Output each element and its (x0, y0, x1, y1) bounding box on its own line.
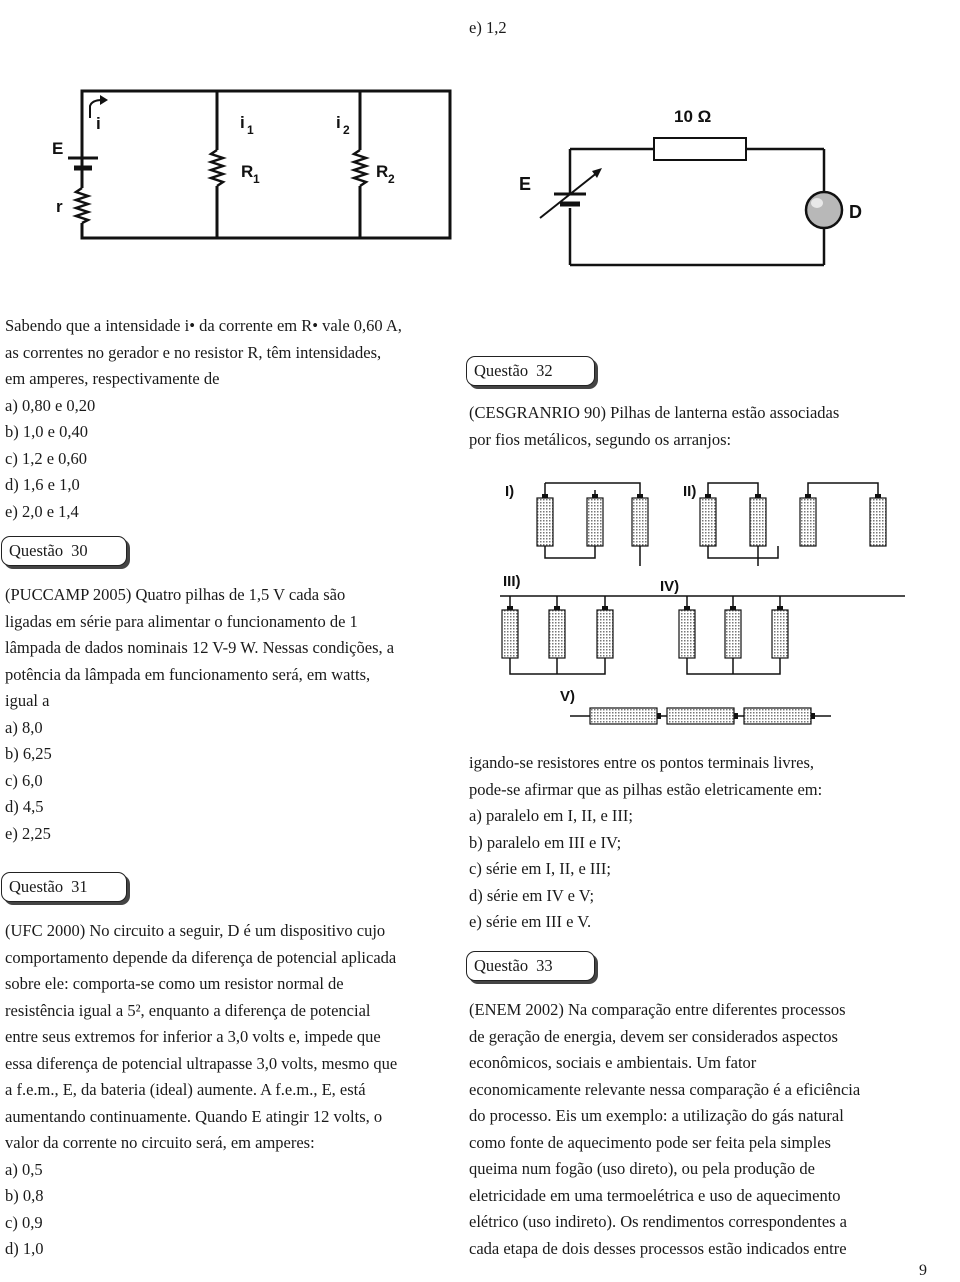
q30-option: e) 2,25 (5, 823, 51, 843)
page-number: 9 (919, 1262, 927, 1279)
q32-option: c) série em I, II, e III; (469, 859, 611, 878)
q31-line: a f.e.m., E, da bateria (ideal) aumente. A f.e.m., E, está (5, 1080, 366, 1099)
label-i2-sub: 2 (343, 123, 350, 137)
q31-line: (UFC 2000) No circuito a seguir, D é um dispositivo cujo (5, 921, 386, 940)
question-32-badge (466, 356, 595, 386)
q33-line: queima num fogão (uso direto), ou pela produção de (469, 1159, 815, 1178)
label-R2: R (376, 162, 389, 181)
q29-line: em amperes, respectivamente de (5, 369, 220, 388)
q33-line: econômicos, sociais e ambientais. Um fator (469, 1053, 757, 1072)
q33-line: economicamente relevante nessa comparação é a eficiência (469, 1079, 861, 1099)
q29-option: c) 1,2 e 0,60 (5, 448, 88, 468)
question-label: Questão (474, 361, 529, 380)
question-number: 31 (71, 877, 88, 896)
label-r: r (56, 197, 63, 216)
question-31-badge (1, 872, 127, 902)
q31-line: aumentando continuamente. Quando E atingir 12 volts, o (5, 1106, 383, 1126)
top-option: e) 1,2 (469, 18, 507, 37)
question-label: Questão (474, 956, 529, 975)
q32-option: a) paralelo em I, II, e III; (469, 806, 633, 825)
q32-after-figure (469, 750, 822, 936)
q31-option: b) 0,8 (5, 1186, 44, 1205)
q29-line: Sabendo que a intensidade i• da corrente em R• vale 0,60 A, (5, 316, 402, 335)
question-number: 32 (536, 361, 553, 380)
q30-line: ligadas em série para alimentar o funcionamento de 1 (5, 611, 358, 631)
q31-option: d) 1,0 (5, 1239, 44, 1258)
q33-line: cada etapa de dois desses processos estão indicados entre (469, 1238, 847, 1258)
q32-option: d) série em IV e V; (469, 885, 595, 905)
q31-option: a) 0,5 (5, 1159, 43, 1179)
q33-line: do processo. Eis um exemplo: a utilização do gás natural (469, 1106, 844, 1125)
label-i1: i (240, 113, 245, 132)
q30-line: potência da lâmpada em funcionamento será, em watts, (5, 664, 371, 684)
q33-line: de geração de energia, devem ser considerados aspectos (469, 1026, 838, 1046)
arrangement-label-I: I) (505, 483, 515, 500)
q30-option: d) 4,5 (5, 797, 44, 816)
arrangement-label-IV: IV) (660, 578, 680, 595)
label-D: D (849, 202, 862, 222)
q31-line: resistência igual a 5², enquanto a diferença de potencial (5, 1000, 371, 1020)
question-number: 33 (536, 956, 553, 975)
q32-statement (469, 400, 839, 453)
circuit-diagram-2 (512, 100, 862, 270)
question-label: Questão (9, 877, 64, 896)
label-R2-sub: 2 (388, 172, 395, 186)
q31-line: entre seus extremos for inferior a 3,0 volts e, impede que (5, 1027, 381, 1046)
arrangement-label-III: III) (503, 573, 521, 590)
q32-line: por fios metálicos, segundo os arranjos: (469, 429, 732, 449)
q29-option: a) 0,80 e 0,20 (5, 395, 96, 415)
label-E: E (52, 139, 64, 158)
q33-statement (469, 997, 860, 1262)
q30-line: igual a (5, 691, 50, 710)
label-i1-sub: 1 (247, 123, 254, 137)
q30-line: (PUCCAMP 2005) Quatro pilhas de 1,5 V cada são (5, 585, 346, 604)
q29-option: b) 1,0 e 0,40 (5, 422, 88, 441)
label-E: E (519, 174, 532, 194)
q33-line: (ENEM 2002) Na comparação entre diferentes processos (469, 1000, 846, 1019)
q29-option: e) 2,0 e 1,4 (5, 501, 79, 521)
circuit-diagram-1 (50, 88, 455, 248)
q33-line: elétrico (uso indireto). Os rendimentos correspondentes a (469, 1212, 848, 1231)
q31-line: valor da corrente no circuito será, em amperes: (5, 1133, 315, 1152)
arrangement-label-V: V) (560, 688, 575, 705)
q30-option: c) 6,0 (5, 770, 43, 790)
q30-option: a) 8,0 (5, 717, 43, 737)
arrangement-label-II: II) (683, 483, 697, 500)
q33-line: eletricidade em uma termoelétrica e uso de aquecimento (469, 1185, 841, 1205)
q29-option: d) 1,6 e 1,0 (5, 475, 80, 494)
q31-statement (5, 918, 397, 1263)
q31-line: sobre ele: comporta-se como um resistor normal de (5, 974, 344, 993)
label-R1-sub: 1 (253, 172, 260, 186)
question-number: 30 (71, 541, 88, 560)
label-i: i (96, 114, 101, 133)
q30-line: lâmpada de dados nominais 12 V-9 W. Nessas condições, a (5, 638, 395, 657)
q30-statement (5, 582, 394, 847)
q32-option: b) paralelo em III e IV; (469, 832, 622, 852)
label-i2: i (336, 113, 341, 132)
question-label: Questão (9, 541, 64, 560)
q31-line: essa diferença de potencial ultrapasse 3,0 volts, mesmo que (5, 1053, 398, 1073)
q29-line: as correntes no gerador e no resistor R, têm intensidades, (5, 342, 382, 362)
q31-option: c) 0,9 (5, 1212, 43, 1232)
q30-option: b) 6,25 (5, 744, 52, 763)
q32-after-line: igando-se resistores entre os pontos terminais livres, (469, 753, 815, 772)
q32-line: (CESGRANRIO 90) Pilhas de lanterna estão associadas (469, 403, 840, 422)
battery-arrangements-figure (495, 478, 915, 728)
question-30-badge (1, 536, 127, 566)
q32-after-line: pode-se afirmar que as pilhas estão eletricamente em: (469, 779, 823, 799)
q33-line: como fonte de aquecimento pode ser feita pela simples (469, 1132, 831, 1152)
q29-statement (5, 313, 402, 525)
label-R1: R (241, 162, 254, 181)
question-33-badge (466, 951, 595, 981)
q31-line: comportamento depende da diferença de potencial aplicada (5, 947, 397, 967)
q32-option: e) série em III e V. (469, 912, 592, 931)
label-10-ohm: 10 Ω (674, 107, 712, 126)
